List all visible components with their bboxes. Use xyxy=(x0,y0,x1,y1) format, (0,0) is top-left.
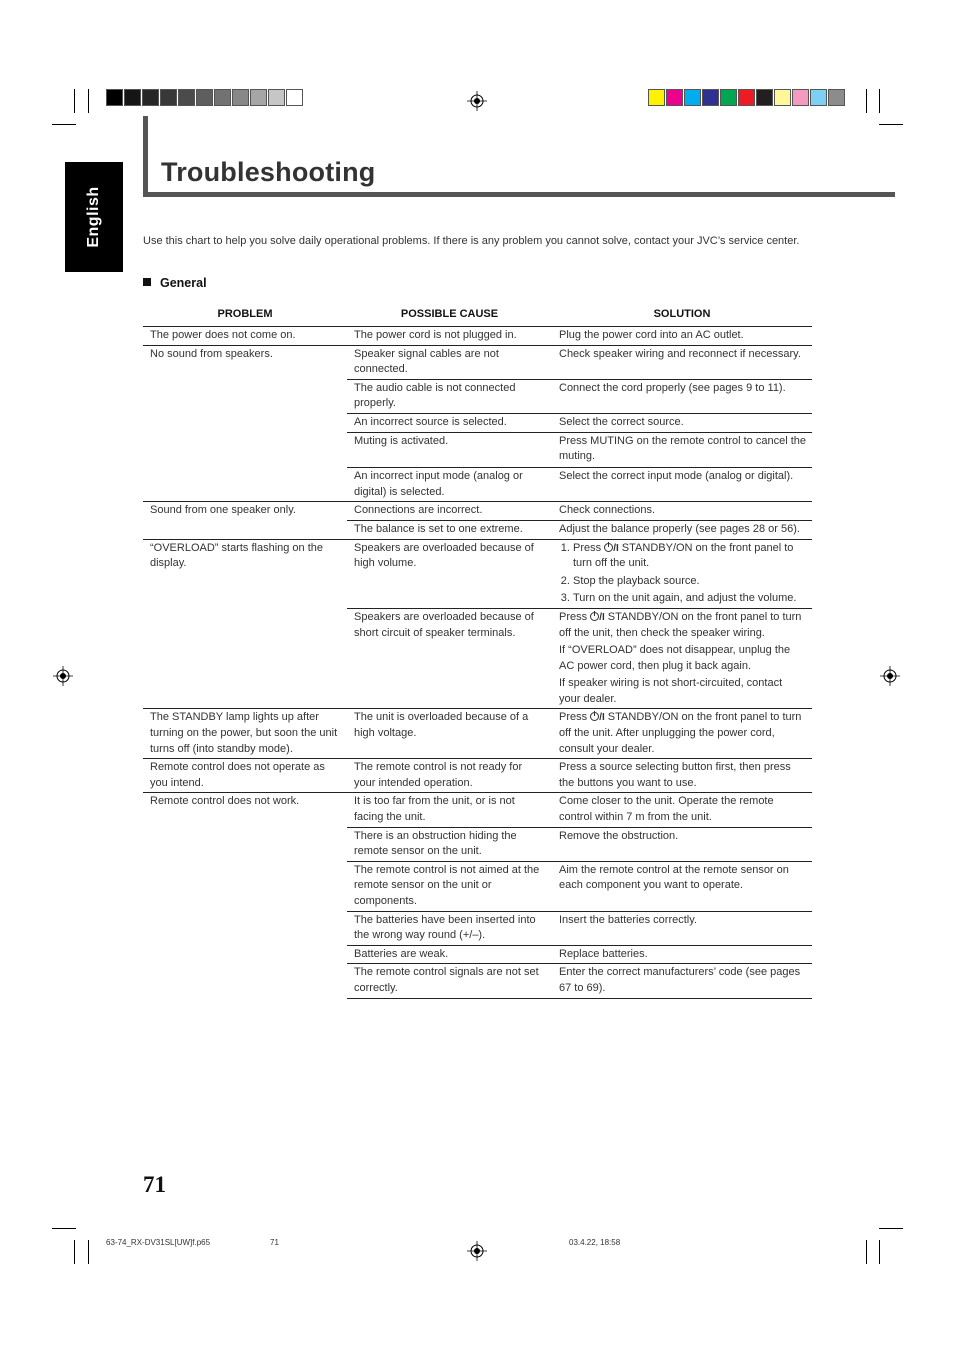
power-standby-icon xyxy=(604,543,613,552)
color-swatch xyxy=(142,89,159,106)
cause-cell: The remote control signals are not set correctly. xyxy=(347,964,552,998)
cause-cell: An incorrect input mode (analog or digital) is selected. xyxy=(347,468,552,502)
title-bar-vertical xyxy=(143,116,148,196)
column-header-cause: POSSIBLE CAUSE xyxy=(400,308,499,321)
intro-paragraph: Use this chart to help you solve daily operational problems. If there is any problem you cannot solve, contact your JVC’s service center. xyxy=(143,235,800,247)
solution-paragraph: Press /I STANDBY/ON on the front panel to turn off the unit, then check the speaker wiring. xyxy=(559,610,802,639)
page-title: Troubleshooting xyxy=(161,157,376,187)
problem-cell: Sound from one speaker only. xyxy=(143,502,347,539)
color-swatch xyxy=(756,89,773,106)
problem-cell: Remote control does not work. xyxy=(143,793,347,998)
table-row xyxy=(143,345,812,379)
color-swatch xyxy=(810,89,827,106)
page-number: 71 xyxy=(143,1172,166,1197)
registration-mark-icon xyxy=(467,91,487,111)
title-bar-horizontal xyxy=(143,192,895,197)
solution-cell: Press /I STANDBY/ON on the front panel to turn off the unit. After unplugging the power cord, consult your dealer. xyxy=(552,709,812,759)
table-row xyxy=(143,327,812,346)
cause-cell: The remote control is not ready for your intended operation. xyxy=(347,759,552,793)
problem-cell: The STANDBY lamp lights up after turning on the power, but soon the unit turns off (into standby mode). xyxy=(143,709,347,759)
color-swatch xyxy=(250,89,267,106)
solution-cell xyxy=(552,608,812,709)
cause-cell: It is too far from the unit, or is not facing the unit. xyxy=(347,793,552,827)
color-swatch xyxy=(666,89,683,106)
solution-cell xyxy=(552,539,812,608)
footer-filename: 63-74_RX-DV31SL[UW]f.p65 xyxy=(106,1238,211,1247)
language-tab xyxy=(65,162,123,272)
solution-cell: Check speaker wiring and reconnect if necessary. xyxy=(552,345,812,379)
problem-cell: Remote control does not operate as you intend. xyxy=(143,759,347,793)
column-header-solution: SOLUTION xyxy=(653,308,711,321)
footer-page: 71 xyxy=(270,1238,279,1247)
solution-cell: Select the correct source. xyxy=(552,413,812,432)
solution-cell: Connect the cord properly (see pages 9 to 11). xyxy=(552,379,812,413)
solution-step: 3. Turn on the unit again, and adjust the volume. xyxy=(573,591,806,607)
color-swatch xyxy=(178,89,195,106)
solution-cell: Check connections. xyxy=(552,502,812,521)
table-row xyxy=(143,759,812,793)
solution-step: 2. Stop the playback source. xyxy=(573,574,806,590)
table-row xyxy=(143,502,812,521)
column-header-problem: PROBLEM xyxy=(217,308,273,321)
solution-cell: Come closer to the unit. Operate the remote control within 7 m from the unit. xyxy=(552,793,812,827)
solution-cell: Press a source selecting button first, then press the buttons you want to use. xyxy=(552,759,812,793)
solution-cell: Enter the correct manufacturers’ code (see pages 67 to 69). xyxy=(552,964,812,998)
cause-cell: There is an obstruction hiding the remote sensor on the unit. xyxy=(347,827,552,861)
solution-cell: Insert the batteries correctly. xyxy=(552,911,812,945)
solution-cell: Press MUTING on the remote control to cancel the muting. xyxy=(552,432,812,468)
cause-cell: The batteries have been inserted into the wrong way round (+/–). xyxy=(347,911,552,945)
troubleshooting-table xyxy=(143,307,812,999)
solution-cell: Aim the remote control at the remote sensor on each component you want to operate. xyxy=(552,861,812,911)
color-swatch xyxy=(792,89,809,106)
table-row xyxy=(143,539,812,608)
cause-cell: Speakers are overloaded because of short circuit of speaker terminals. xyxy=(347,608,552,709)
color-swatch xyxy=(684,89,701,106)
color-swatch xyxy=(828,89,845,106)
solution-cell: Select the correct input mode (analog or digital). xyxy=(552,468,812,502)
solution-cell: Plug the power cord into an AC outlet. xyxy=(552,327,812,346)
solution-cell: Remove the obstruction. xyxy=(552,827,812,861)
problem-cell: The power does not come on. xyxy=(143,327,347,346)
problem-cell: No sound from speakers. xyxy=(143,345,347,502)
color-swatch xyxy=(124,89,141,106)
footer-date: 03.4.22, 18:58 xyxy=(569,1238,621,1247)
cause-cell: Muting is activated. xyxy=(347,432,552,468)
color-swatch xyxy=(286,89,303,106)
solution-cell: Adjust the balance properly (see pages 28 or 56). xyxy=(552,520,812,539)
color-swatch xyxy=(106,89,123,106)
color-swatch xyxy=(214,89,231,106)
cause-cell: The remote control is not aimed at the remote sensor on the unit or components. xyxy=(347,861,552,911)
solution-cell: Replace batteries. xyxy=(552,945,812,964)
table-header-row xyxy=(143,307,812,327)
square-bullet-icon xyxy=(143,278,151,286)
registration-mark-icon xyxy=(53,666,73,686)
power-standby-icon xyxy=(590,712,599,721)
problem-cell: “OVERLOAD” starts flashing on the display. xyxy=(143,539,347,709)
cause-cell: Connections are incorrect. xyxy=(347,502,552,521)
color-swatch xyxy=(774,89,791,106)
solution-steps xyxy=(559,541,806,607)
section-heading xyxy=(143,276,207,290)
cause-cell: An incorrect source is selected. xyxy=(347,413,552,432)
color-swatch xyxy=(648,89,665,106)
solution-paragraph: If speaker wiring is not short-circuited, contact your dealer. xyxy=(559,677,783,705)
color-swatch xyxy=(268,89,285,106)
cause-cell: The unit is overloaded because of a high voltage. xyxy=(347,709,552,759)
table-row xyxy=(143,793,812,827)
cause-cell: Batteries are weak. xyxy=(347,945,552,964)
color-swatch xyxy=(232,89,249,106)
registration-mark-icon xyxy=(880,666,900,686)
color-swatch xyxy=(702,89,719,106)
table-row xyxy=(143,709,812,759)
solution-step: 1. Press /I STANDBY/ON on the front panel to turn off the unit. xyxy=(573,541,806,572)
color-swatch xyxy=(738,89,755,106)
color-swatch xyxy=(720,89,737,106)
power-standby-icon xyxy=(590,612,599,621)
cause-cell: Speaker signal cables are not connected. xyxy=(347,345,552,379)
solution-paragraph: If “OVERLOAD” does not disappear, unplug the AC power cord, then plug it back again. xyxy=(559,644,791,672)
cause-cell: The audio cable is not connected properly. xyxy=(347,379,552,413)
color-swatch xyxy=(160,89,177,106)
registration-mark-icon xyxy=(467,1241,487,1261)
cause-cell: Speakers are overloaded because of high volume. xyxy=(347,539,552,608)
section-heading-text: General xyxy=(160,276,207,290)
language-tab-label: English xyxy=(85,186,102,248)
cause-cell: The balance is set to one extreme. xyxy=(347,520,552,539)
color-swatch xyxy=(196,89,213,106)
cause-cell: The power cord is not plugged in. xyxy=(347,327,552,346)
